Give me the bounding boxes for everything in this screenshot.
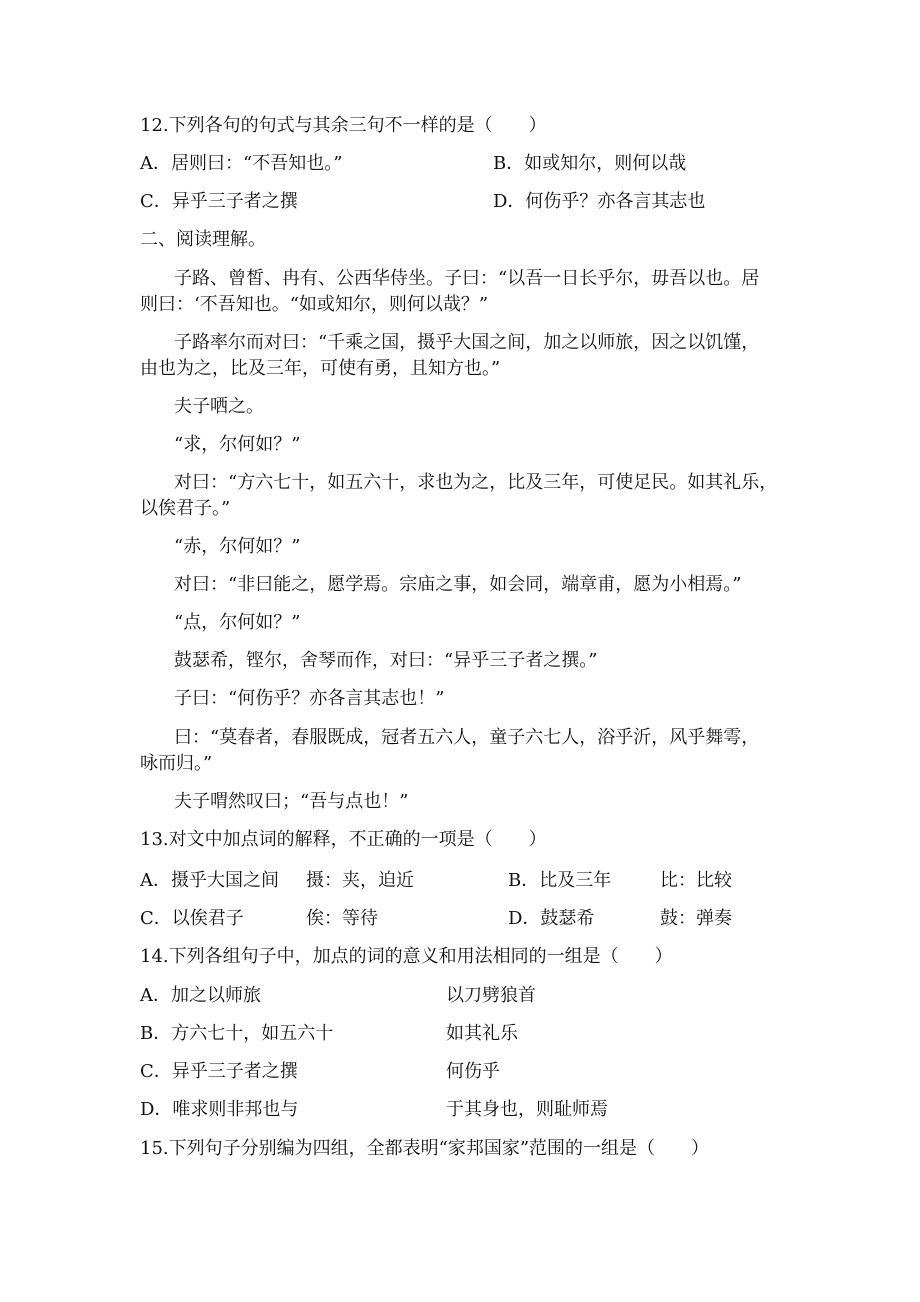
passage-line: “求，尔何如？” bbox=[174, 434, 301, 455]
passage-line: 以俟君子。” bbox=[140, 498, 231, 519]
passage-line: 子路率尔而对曰：“千乘之国，摄乎大国之间，加之以师旅，因之以饥馑， bbox=[174, 332, 760, 353]
q13-option-d-gloss: 鼓：弹奏 bbox=[660, 908, 732, 929]
passage-line: 对曰：“非曰能之，愿学焉。宗庙之事，如会同，端章甫，愿为小相焉。” bbox=[174, 574, 742, 595]
q12-option-d: D．何伤乎？亦各言其志也 bbox=[493, 191, 706, 212]
passage-line: 对曰：“方六七十，如五六十，求也为之，比及三年，可使足民。如其礼乐， bbox=[174, 472, 778, 493]
q14-row-right: 何伤乎 bbox=[446, 1061, 500, 1082]
q14-row-right: 如其礼乐 bbox=[446, 1023, 518, 1044]
q14-row-right: 于其身也，则耻师焉 bbox=[446, 1099, 608, 1120]
q15-stem: 15.下列句子分别编为四组，全都表明“家邦国家”范围的一组是（ ） bbox=[140, 1138, 710, 1159]
q13-option-a-gloss: 摄：夹，迫近 bbox=[306, 870, 414, 891]
passage-line: 鼓瑟希，铿尔，舍琴而作，对曰：“异乎三子者之撰。” bbox=[174, 650, 598, 671]
passage-line: 子路、曾皙、冉有、公西华侍坐。子曰：“以吾一日长乎尔，毋吾以也。居 bbox=[174, 268, 760, 289]
passage-line: 夫子喟然叹曰；“吾与点也！” bbox=[174, 791, 409, 812]
q14-row-left: A．加之以师旅 bbox=[140, 985, 261, 1006]
passage-line: 子曰：“何伤乎？亦各言其志也！” bbox=[174, 688, 445, 709]
q14-row-left: C．异乎三子者之撰 bbox=[140, 1061, 298, 1082]
section-heading: 二、阅读理解。 bbox=[140, 229, 266, 250]
q14-row-left: B．方六七十，如五六十 bbox=[140, 1023, 334, 1044]
q14-row-right: 以刀劈狼首 bbox=[446, 985, 536, 1006]
passage-line: 咏而归。” bbox=[140, 753, 213, 774]
passage-line: 曰：“莫春者，春服既成，冠者五六人，童子六七人，浴乎沂，风乎舞雩， bbox=[174, 727, 760, 748]
q14-stem: 14.下列各组句子中，加点的词的意义和用法相同的一组是（ ） bbox=[140, 946, 673, 967]
q13-option-d-phrase: D．鼓瑟希 bbox=[508, 908, 595, 929]
q14-row-left: D．唯求则非邦也与 bbox=[140, 1099, 299, 1120]
q12-option-a: A．居则曰：“不吾知也。” bbox=[140, 153, 343, 174]
q13-option-c-phrase: C．以俟君子 bbox=[140, 908, 244, 929]
q13-option-c-gloss: 俟：等待 bbox=[306, 908, 378, 929]
q12-option-b: B．如或知尔，则何以哉 bbox=[493, 153, 687, 174]
q13-stem: 13.对文中加点词的解释，不正确的一项是（ ） bbox=[140, 829, 547, 850]
passage-line: 夫子哂之。 bbox=[174, 396, 264, 417]
q12-stem: 12.下列各句的句式与其余三句不一样的是（ ） bbox=[140, 115, 547, 136]
q12-option-c: C．异乎三子者之撰 bbox=[140, 191, 298, 212]
q13-option-a-phrase: A．摄乎大国之间 bbox=[140, 870, 279, 891]
passage-line: 由也为之，比及三年，可使有勇，且知方也。” bbox=[140, 358, 501, 379]
q13-option-b-phrase: B．比及三年 bbox=[508, 870, 612, 891]
passage-line: “赤，尔何如？” bbox=[174, 536, 301, 557]
q13-option-b-gloss: 比：比较 bbox=[660, 870, 732, 891]
passage-line: 则曰：‘不吾知也。“如或知尔，则何以哉？” bbox=[140, 294, 489, 315]
passage-line: “点，尔何如？” bbox=[174, 612, 301, 633]
